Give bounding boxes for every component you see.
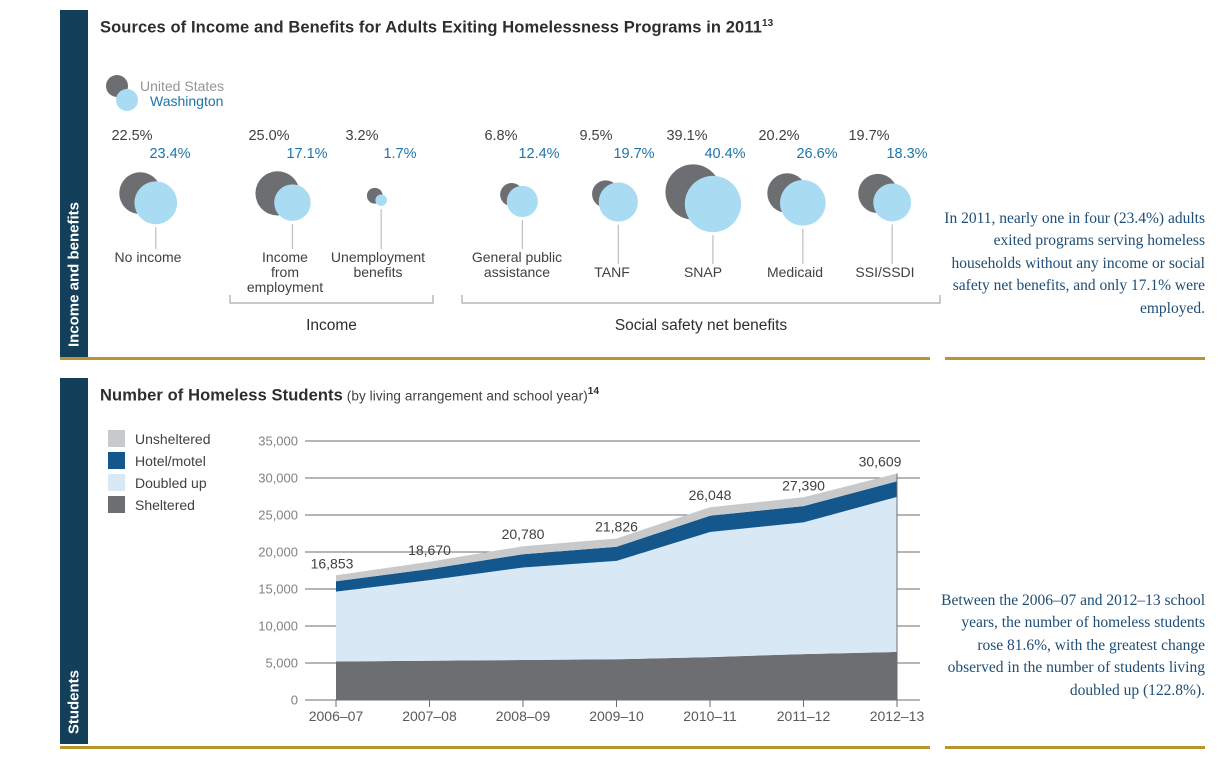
bubble-category-label: Income from employment bbox=[246, 249, 324, 295]
total-value-label: 26,048 bbox=[688, 487, 732, 504]
total-value-label: 30,609 bbox=[858, 453, 902, 470]
students-chart-subtitle: (by living arrangement and school year) bbox=[342, 388, 588, 404]
total-value-label: 16,853 bbox=[310, 555, 354, 572]
x-axis-label: 2012–13 bbox=[869, 708, 925, 724]
income-footnote-marker: 13 bbox=[761, 18, 774, 29]
legend-swatch bbox=[108, 452, 125, 469]
x-axis-label: 2006–07 bbox=[308, 708, 364, 724]
x-axis-label: 2011–12 bbox=[776, 708, 831, 724]
students-chart-legend bbox=[108, 430, 211, 518]
legend-wa-label: Washington bbox=[150, 93, 224, 109]
legend-swatch bbox=[108, 496, 125, 513]
legend-item-hotel-motel bbox=[108, 452, 211, 469]
total-value-label: 18,670 bbox=[408, 541, 451, 558]
students-section-rule bbox=[60, 746, 930, 749]
legend-label: Doubled up bbox=[135, 474, 207, 491]
students-annotation: Between the 2006–07 and 2012–13 school years, the number of homeless students rose 81.6%, with the greatest change observed in the number of students living doubled up (122.8%). bbox=[941, 592, 1205, 699]
students-annotation-rule bbox=[945, 746, 1205, 749]
income-chart-title bbox=[100, 18, 773, 38]
legend-us-label: United States bbox=[140, 78, 225, 94]
group-label: Income bbox=[306, 317, 357, 334]
wa-bubble bbox=[375, 194, 387, 206]
bubble-category-label: Unemployment benefits bbox=[330, 249, 426, 280]
us-value-label: 19.7% bbox=[848, 128, 890, 144]
wa-value-label: 17.1% bbox=[286, 146, 328, 162]
legend-wa-dot bbox=[116, 89, 138, 111]
wa-bubble bbox=[507, 186, 538, 217]
legend-swatch bbox=[108, 474, 125, 491]
bubble-category-label: TANF bbox=[594, 264, 630, 280]
legend-item-doubled-up bbox=[108, 474, 211, 491]
x-axis-label: 2008–09 bbox=[495, 708, 551, 724]
legend-swatch bbox=[108, 430, 125, 447]
wa-bubble bbox=[780, 180, 826, 226]
students-section bbox=[60, 378, 1230, 749]
bubble-category-label: General public assistance bbox=[471, 249, 563, 280]
bubble-category-label: SSI/SSDI bbox=[855, 264, 915, 280]
legend-item-unsheltered bbox=[108, 430, 211, 447]
income-bubble-chart bbox=[100, 70, 950, 350]
bubble-category-label: Medicaid bbox=[766, 264, 824, 280]
group-bracket bbox=[230, 295, 433, 303]
income-section-rule bbox=[60, 357, 930, 360]
y-axis-label: 0 bbox=[290, 692, 298, 708]
income-sidebar-bar bbox=[60, 10, 88, 357]
wa-bubble bbox=[599, 182, 638, 221]
y-axis-label: 25,000 bbox=[258, 507, 298, 523]
wa-value-label: 40.4% bbox=[704, 146, 746, 162]
total-value-label: 27,390 bbox=[782, 477, 825, 494]
y-axis-label: 30,000 bbox=[258, 470, 298, 486]
wa-bubble bbox=[685, 176, 741, 232]
group-bracket bbox=[462, 295, 940, 303]
bubble-category-label: SNAP bbox=[683, 264, 723, 280]
income-annotation: In 2011, nearly one in four (23.4%) adults exited programs serving homeless households without any income or social safety net benefits, and only 17.1% were employed. bbox=[944, 210, 1205, 317]
x-axis-label: 2010–11 bbox=[683, 708, 737, 724]
y-axis-label: 5,000 bbox=[265, 655, 298, 671]
income-chart-title-text: Sources of Income and Benefits for Adults Exiting Homelessness Programs in 2011 bbox=[100, 18, 762, 37]
wa-value-label: 26.6% bbox=[796, 146, 838, 162]
students-area-chart bbox=[240, 428, 930, 738]
students-sidebar-bar bbox=[60, 378, 88, 744]
bubble-category-label: No income bbox=[114, 249, 182, 265]
students-sidebar-label: Students bbox=[65, 669, 83, 734]
y-axis-label: 20,000 bbox=[258, 544, 298, 560]
income-sidebar-label: Income and benefits bbox=[65, 201, 83, 347]
legend-label: Sheltered bbox=[135, 496, 195, 513]
wa-value-label: 12.4% bbox=[518, 146, 560, 162]
us-value-label: 9.5% bbox=[579, 128, 613, 144]
income-annotation-rule bbox=[945, 357, 1205, 360]
us-value-label: 39.1% bbox=[666, 128, 708, 144]
students-chart-title bbox=[100, 386, 599, 406]
y-axis-label: 10,000 bbox=[258, 618, 298, 634]
group-label: Social safety net benefits bbox=[614, 317, 788, 334]
total-value-label: 20,780 bbox=[501, 526, 545, 543]
wa-bubble bbox=[873, 184, 911, 222]
us-value-label: 6.8% bbox=[484, 128, 518, 144]
us-value-label: 20.2% bbox=[758, 128, 800, 144]
wa-value-label: 19.7% bbox=[613, 146, 655, 162]
y-axis-label: 35,000 bbox=[258, 433, 298, 449]
legend-label: Unsheltered bbox=[135, 430, 211, 447]
students-chart-title-text: Number of Homeless Students bbox=[100, 386, 343, 405]
us-value-label: 25.0% bbox=[248, 128, 290, 144]
us-value-label: 22.5% bbox=[111, 128, 153, 144]
students-footnote-marker: 14 bbox=[587, 386, 600, 397]
wa-bubble bbox=[134, 181, 177, 224]
legend-label: Hotel/motel bbox=[135, 452, 206, 469]
legend-item-sheltered bbox=[108, 496, 211, 513]
wa-value-label: 18.3% bbox=[886, 146, 928, 162]
wa-bubble bbox=[274, 184, 311, 221]
wa-value-label: 23.4% bbox=[149, 146, 191, 162]
total-value-label: 21,826 bbox=[595, 518, 638, 535]
y-axis-label: 15,000 bbox=[258, 581, 298, 597]
us-value-label: 3.2% bbox=[345, 128, 379, 144]
wa-value-label: 1.7% bbox=[383, 146, 417, 162]
x-axis-label: 2007–08 bbox=[402, 708, 457, 724]
x-axis-label: 2009–10 bbox=[589, 708, 644, 724]
income-benefits-section bbox=[60, 10, 1230, 360]
